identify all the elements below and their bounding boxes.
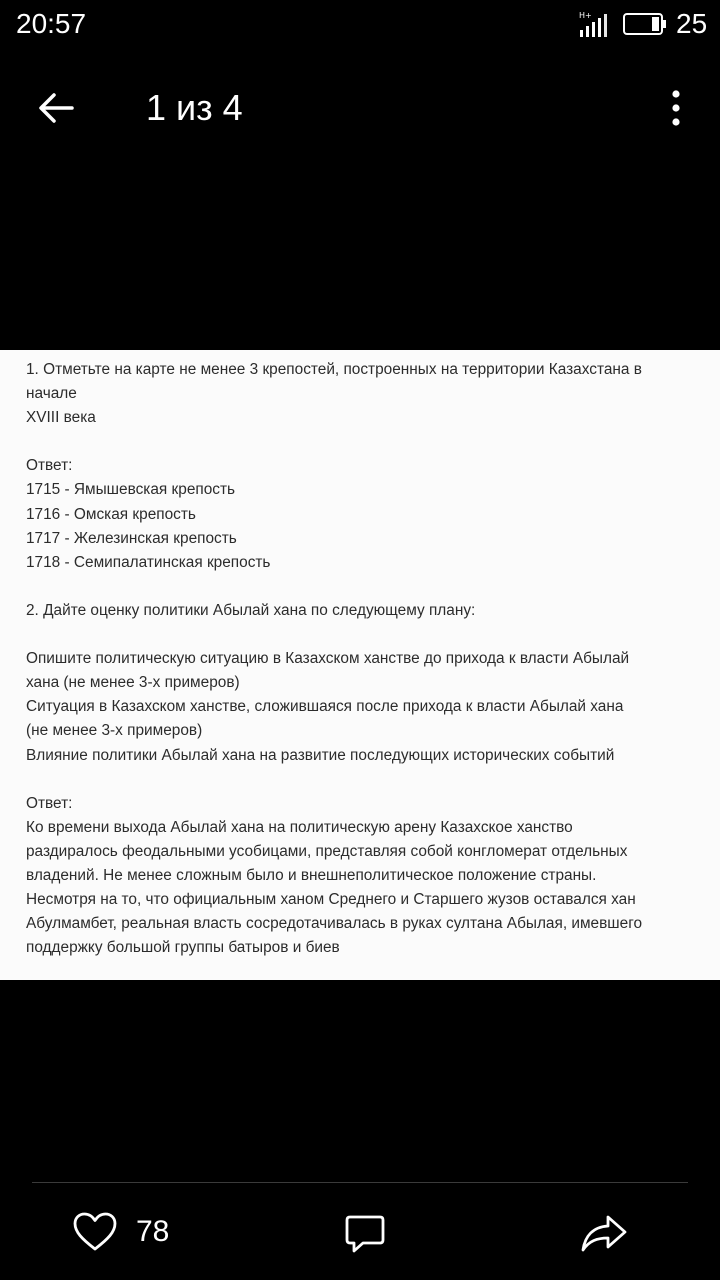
document-line: хана (не менее 3-х примеров) bbox=[26, 674, 240, 692]
document-line: 1718 - Семипалатинская крепость bbox=[26, 553, 271, 571]
document-line: XVIII века bbox=[26, 409, 96, 427]
document-line: поддержку большой группы батыров и биев bbox=[26, 939, 340, 957]
share-button[interactable] bbox=[578, 1209, 630, 1259]
document-line: Влияние политики Абылай хана на развитие последующих исторических событий bbox=[26, 746, 615, 764]
document-line: (не менее 3-х примеров) bbox=[26, 722, 203, 740]
document-line: 1716 - Омская крепость bbox=[26, 505, 196, 523]
document-line: 1717 - Железинская крепость bbox=[26, 529, 237, 547]
arrow-left-icon bbox=[36, 90, 76, 126]
battery-icon bbox=[623, 13, 667, 35]
comment-icon bbox=[344, 1213, 386, 1255]
document-line: раздиралось феодальными усобицами, представляя собой конгломерат отдельных bbox=[26, 842, 628, 860]
status-bar bbox=[0, 0, 720, 48]
document-line: Ко времени выхода Абылай хана на политическую арену Казахское ханство bbox=[26, 818, 573, 836]
heart-icon bbox=[72, 1211, 118, 1253]
document-line: Несмотря на то, что официальным ханом Среднего и Старшего жузов оставался хан bbox=[26, 891, 636, 909]
like-button[interactable] bbox=[70, 1209, 120, 1255]
status-time: 20:57 bbox=[16, 8, 87, 39]
document-line bbox=[26, 768, 700, 792]
more-vertical-icon bbox=[670, 90, 682, 126]
document-line: 1. Отметьте на карте не менее 3 крепостей, построенных на территории Казахстана в bbox=[26, 361, 642, 378]
document-line bbox=[26, 623, 700, 647]
document-line: владений. Не менее сложным было и внешнеполитическое положение страны. bbox=[26, 866, 597, 884]
network-type-label: H+ bbox=[579, 11, 592, 20]
signal-icon bbox=[578, 10, 608, 38]
document-line: 1715 - Ямышевская крепость bbox=[26, 481, 236, 499]
document-line: Абулмамбет, реальная власть сосредотачивалась в руках султана Абылая, имевшего bbox=[26, 915, 643, 933]
document-line: Ответ: bbox=[26, 794, 73, 812]
document-line bbox=[26, 575, 700, 599]
more-options-button[interactable] bbox=[650, 80, 702, 136]
like-count: 78 bbox=[136, 1215, 170, 1248]
app-bar bbox=[0, 60, 720, 156]
share-icon bbox=[580, 1214, 628, 1254]
comment-button[interactable] bbox=[340, 1209, 390, 1259]
document-line: Опишите политическую ситуацию в Казахском ханстве до прихода к власти Абылай bbox=[26, 650, 630, 668]
bottom-bar bbox=[0, 1183, 720, 1280]
document-line bbox=[26, 430, 700, 454]
document-line: Ситуация в Казахском ханстве, сложившаяся после прихода к власти Абылай хана bbox=[26, 698, 624, 716]
back-button[interactable] bbox=[28, 80, 84, 136]
page-counter: 1 из 4 bbox=[146, 87, 243, 128]
document-line: начале bbox=[26, 385, 77, 403]
document-image[interactable] bbox=[0, 350, 720, 980]
document-line: 2. Дайте оценку политики Абылай хана по следующему плану: bbox=[26, 601, 476, 619]
document-line: Ответ: bbox=[26, 457, 73, 475]
battery-level: 25 bbox=[676, 8, 708, 39]
